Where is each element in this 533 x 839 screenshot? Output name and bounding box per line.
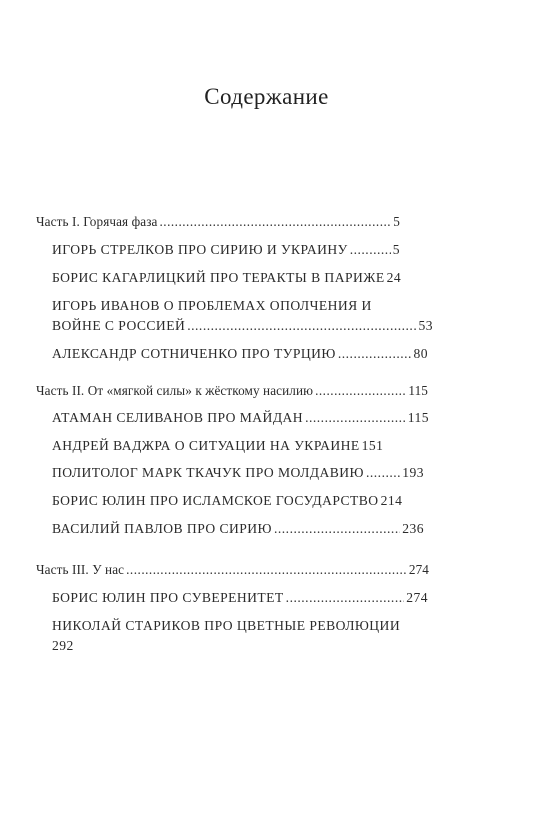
toc-page-number: 274	[406, 590, 428, 605]
toc-page-number: 236	[402, 521, 424, 536]
leader-dots	[126, 562, 407, 578]
toc-entry-label: ПОЛИТОЛОГ МАРК ТКАЧУК ПРО МОЛДАВИЮ	[52, 465, 364, 480]
toc-page-number: 53	[418, 318, 433, 333]
leader-dots	[187, 318, 416, 334]
page-title: Содержание	[204, 84, 329, 109]
toc-page-number: 5	[392, 242, 400, 257]
leader-dots	[338, 346, 412, 362]
toc-page-number: 193	[402, 465, 424, 480]
toc-part-label: Часть II. От «мягкой силы» к жёсткому насилию	[36, 383, 314, 398]
toc-entry-label: ИГОРЬ СТРЕЛКОВ ПРО СИРИЮ И УКРАИНУ	[52, 242, 348, 257]
leader-dots	[274, 521, 400, 537]
leader-dots	[315, 383, 406, 399]
toc-part-label: Часть III. У нас	[36, 562, 125, 577]
toc-page-number: 5	[393, 214, 400, 229]
toc-entry[interactable]	[52, 242, 400, 258]
toc-page-number: 24	[386, 270, 402, 285]
toc-entry-label: ВАСИЛИЙ ПАВЛОВ ПРО СИРИЮ	[52, 521, 272, 536]
toc-entry-label: БОРИС КАГАРЛИЦКИЙ ПРО ТЕРАКТЫ В ПАРИЖЕ	[52, 270, 385, 285]
toc-entry-label: АТАМАН СЕЛИВАНОВ ПРО МАЙДАН	[52, 410, 304, 425]
toc-entry[interactable]	[52, 493, 433, 509]
toc-entry-line1[interactable]	[52, 618, 433, 634]
toc-part-3[interactable]	[36, 562, 429, 578]
toc-entry-label: БОРИС ЮЛИН ПРО СУВЕРЕНИТЕТ	[52, 590, 284, 605]
toc-part-label: Часть I. Горячая фаза	[36, 214, 158, 229]
toc-entry[interactable]	[52, 438, 433, 454]
leader-dots	[366, 465, 400, 481]
toc-part-1[interactable]	[36, 214, 400, 230]
toc-page-number: 274	[408, 562, 429, 577]
toc-entry-label: ВОЙНЕ С РОССИЕЙ	[52, 318, 186, 333]
toc-page-number: 292	[52, 638, 74, 653]
leader-dots	[350, 242, 391, 258]
leader-dots	[159, 214, 391, 230]
toc-entry-label: АЛЕКСАНДР СОТНИЧЕНКО ПРО ТУРЦИЮ	[52, 346, 336, 361]
toc-entry[interactable]	[52, 346, 428, 362]
toc-entry[interactable]	[52, 410, 429, 426]
toc-entry-label: АНДРЕЙ ВАДЖРА О СИТУАЦИИ НА УКРАИНЕ	[52, 438, 360, 453]
toc-page-number: 80	[413, 346, 428, 361]
toc-entry-line1[interactable]	[52, 298, 433, 314]
toc-entry[interactable]	[52, 465, 424, 481]
toc-page-number: 115	[408, 383, 428, 398]
toc-entry-label: ИГОРЬ ИВАНОВ О ПРОБЛЕМАХ ОПОЛЧЕНИЯ И	[52, 298, 372, 313]
toc-entry[interactable]	[52, 270, 433, 286]
toc-entry-line2[interactable]	[52, 638, 433, 654]
toc-page-number: 115	[407, 410, 429, 425]
toc-entry[interactable]	[52, 521, 424, 537]
leader-dots	[286, 590, 405, 606]
toc-page-number: 214	[380, 493, 403, 508]
toc-entry-line2[interactable]	[52, 318, 433, 334]
toc-part-2[interactable]	[36, 383, 428, 399]
toc-entry-label: БОРИС ЮЛИН ПРО ИСЛАМСКОЕ ГОСУДАРСТВО	[52, 493, 379, 508]
toc-page-number: 151	[361, 438, 384, 453]
toc-entry[interactable]	[52, 590, 428, 606]
leader-dots	[305, 410, 406, 426]
toc-entry-label: НИКОЛАЙ СТАРИКОВ ПРО ЦВЕТНЫЕ РЕВОЛЮЦИИ	[52, 618, 401, 633]
